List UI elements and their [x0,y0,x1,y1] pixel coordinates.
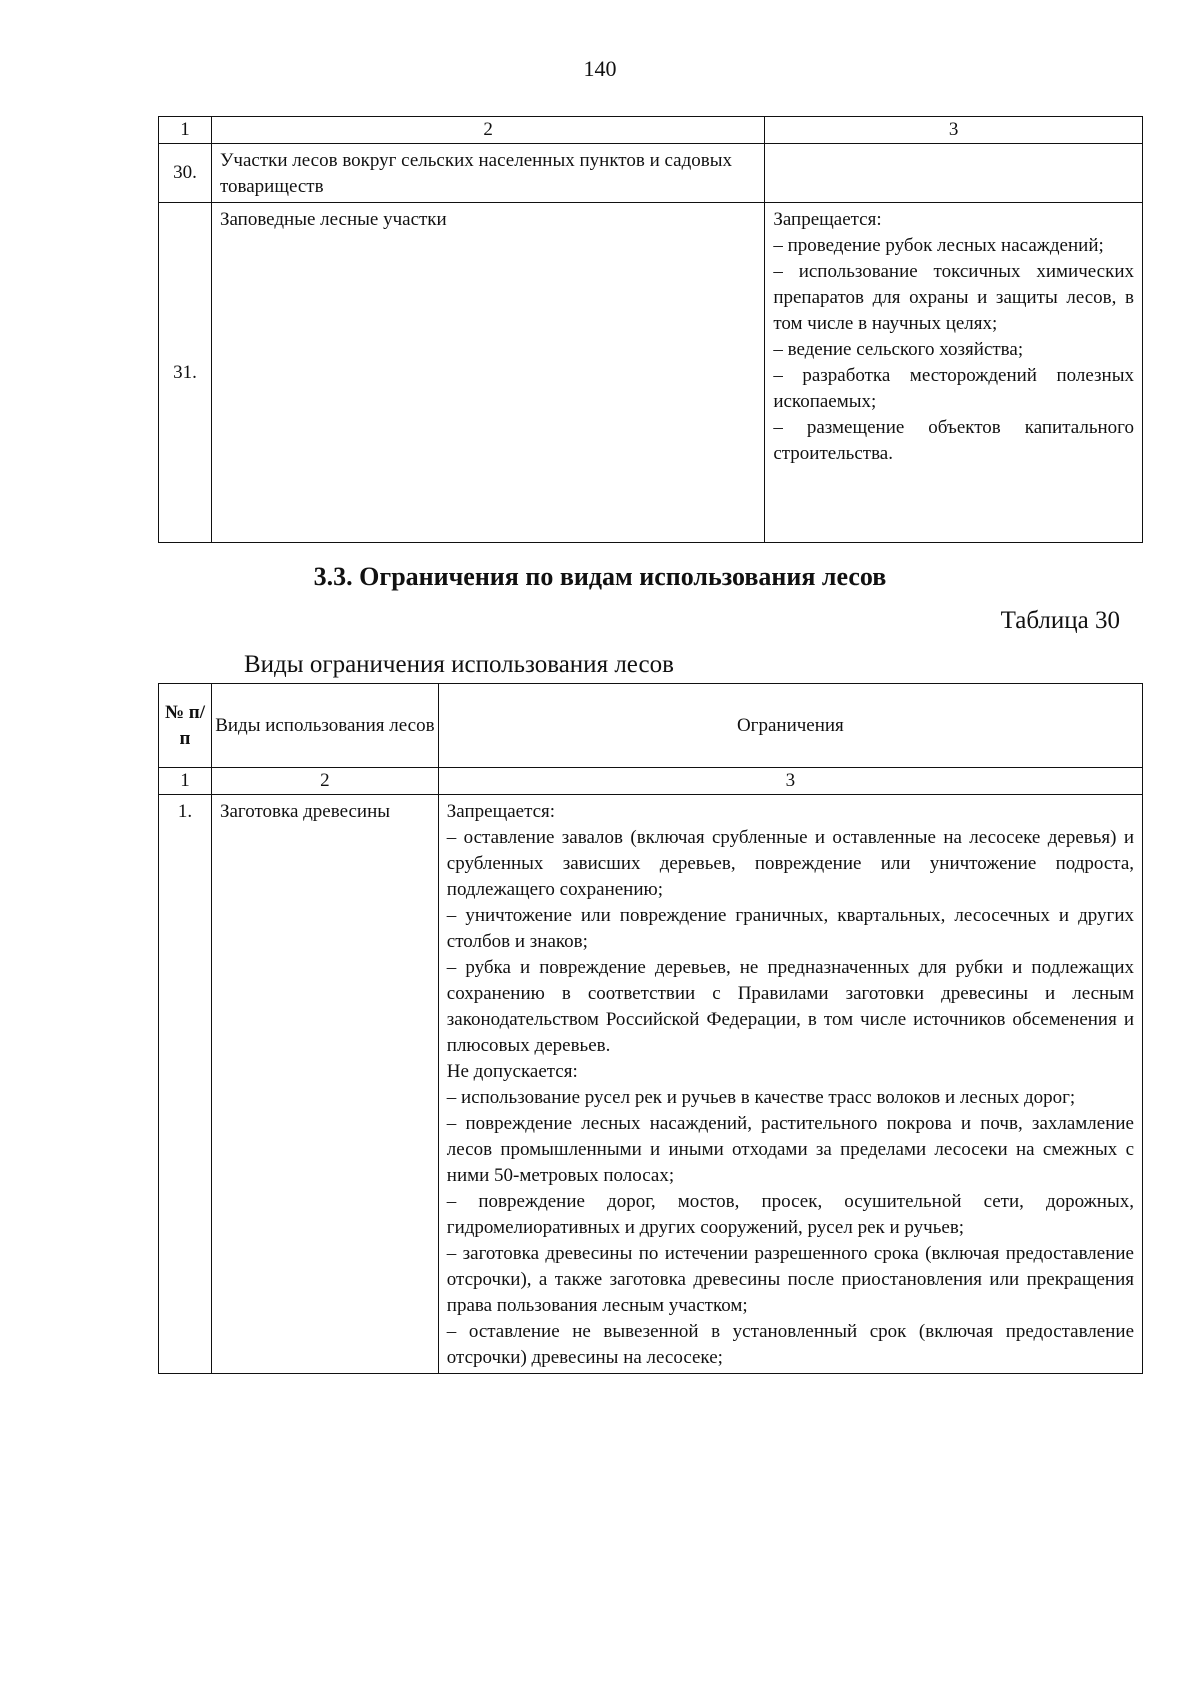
column-number-row [159,768,1143,795]
restriction-line: – повреждение лесных насаждений, растительного покрова и почв, захламление лесов промышленными и иными отходами за пределами лесосеки на смежных с ними 50-метровых полосах; [446,1113,1134,1186]
row-restrictions [765,144,1143,203]
restriction-line: – заготовка древесины по истечении разрешенного срока (включая предоставление отсрочки), а также заготовка древесины после приостановления или прекращения права пользования лесным участком; [446,1243,1134,1316]
table-caption: Виды ограничения использования лесов [244,651,674,678]
table-label: Таблица 30 [1000,607,1120,634]
restriction-line: – повреждение дорог, мостов, просек, осушительной сети, дорожных, гидромелиоративных и других сооружений, русел рек и ручьев; [446,1191,1134,1238]
header-row [159,684,1143,768]
row-number: 30. [159,144,212,203]
restrictions-table [158,683,1143,1374]
restriction-line: – ведение сельского хозяйства; [773,339,1024,360]
restriction-line: – оставление не вывезенной в установленный срок (включая предоставление отсрочки) древесины на лесосеке; [446,1321,1134,1368]
restriction-line: – оставление завалов (включая срубленные и оставленные на лесосеке деревья) и срубленных зависших деревьев, повреждение или уничтожение подроста, подлежащего сохранению; [446,827,1134,900]
col-number-3: 3 [438,768,1142,795]
restriction-line: Запрещается: [446,801,556,822]
restriction-line: Не допускается: [446,1061,578,1082]
row-number: 1. [159,795,212,1374]
row-number: 31. [159,203,212,543]
row-restrictions [765,203,1143,543]
row-type: Заготовка древесины [211,795,438,1374]
header-type: Виды использования лесов [211,684,438,768]
page-number: 140 [583,56,617,81]
row-name: Заповедные лесные участки [211,203,764,543]
restriction-line: – размещение объектов капитального строительства. [773,417,1134,464]
restriction-line: Запрещается: [773,209,882,230]
row-restrictions [438,795,1142,1374]
table-row [159,144,1143,203]
row-name: Участки лесов вокруг сельских населенных пунктов и садовых товариществ [211,144,764,203]
header-num: № п/п [159,684,212,768]
restriction-line: – разработка месторождений полезных ископаемых; [773,365,1134,412]
restriction-line: – уничтожение или повреждение граничных, квартальных, лесосечных и других столбов и знаков; [446,905,1134,952]
col-number-2: 2 [211,117,764,144]
column-number-row [159,117,1143,144]
table-row [159,795,1143,1374]
col-number-2: 2 [211,768,438,795]
table-row [159,203,1143,543]
restriction-line: – рубка и повреждение деревьев, не предназначенных для рубки и подлежащих сохранению в соответствии с Правилами заготовки древесины и лесным законодательством Российской Федерации, в том числе источников обсеменения и плюсовых деревьев. [446,957,1134,1056]
restriction-line: – использование русел рек и ручьев в качестве трасс волоков и лесных дорог; [446,1087,1076,1108]
col-number-1: 1 [159,117,212,144]
col-number-3: 3 [765,117,1143,144]
restriction-line: – проведение рубок лесных насаждений; [773,235,1104,256]
section-title: 3.3. Ограничения по видам использования лесов [313,562,887,591]
header-restrictions: Ограничения [438,684,1142,768]
continuation-table [158,116,1143,543]
restriction-line: – использование токсичных химических препаратов для охраны и защиты лесов, в том числе в научных целях; [773,261,1134,334]
col-number-1: 1 [159,768,212,795]
